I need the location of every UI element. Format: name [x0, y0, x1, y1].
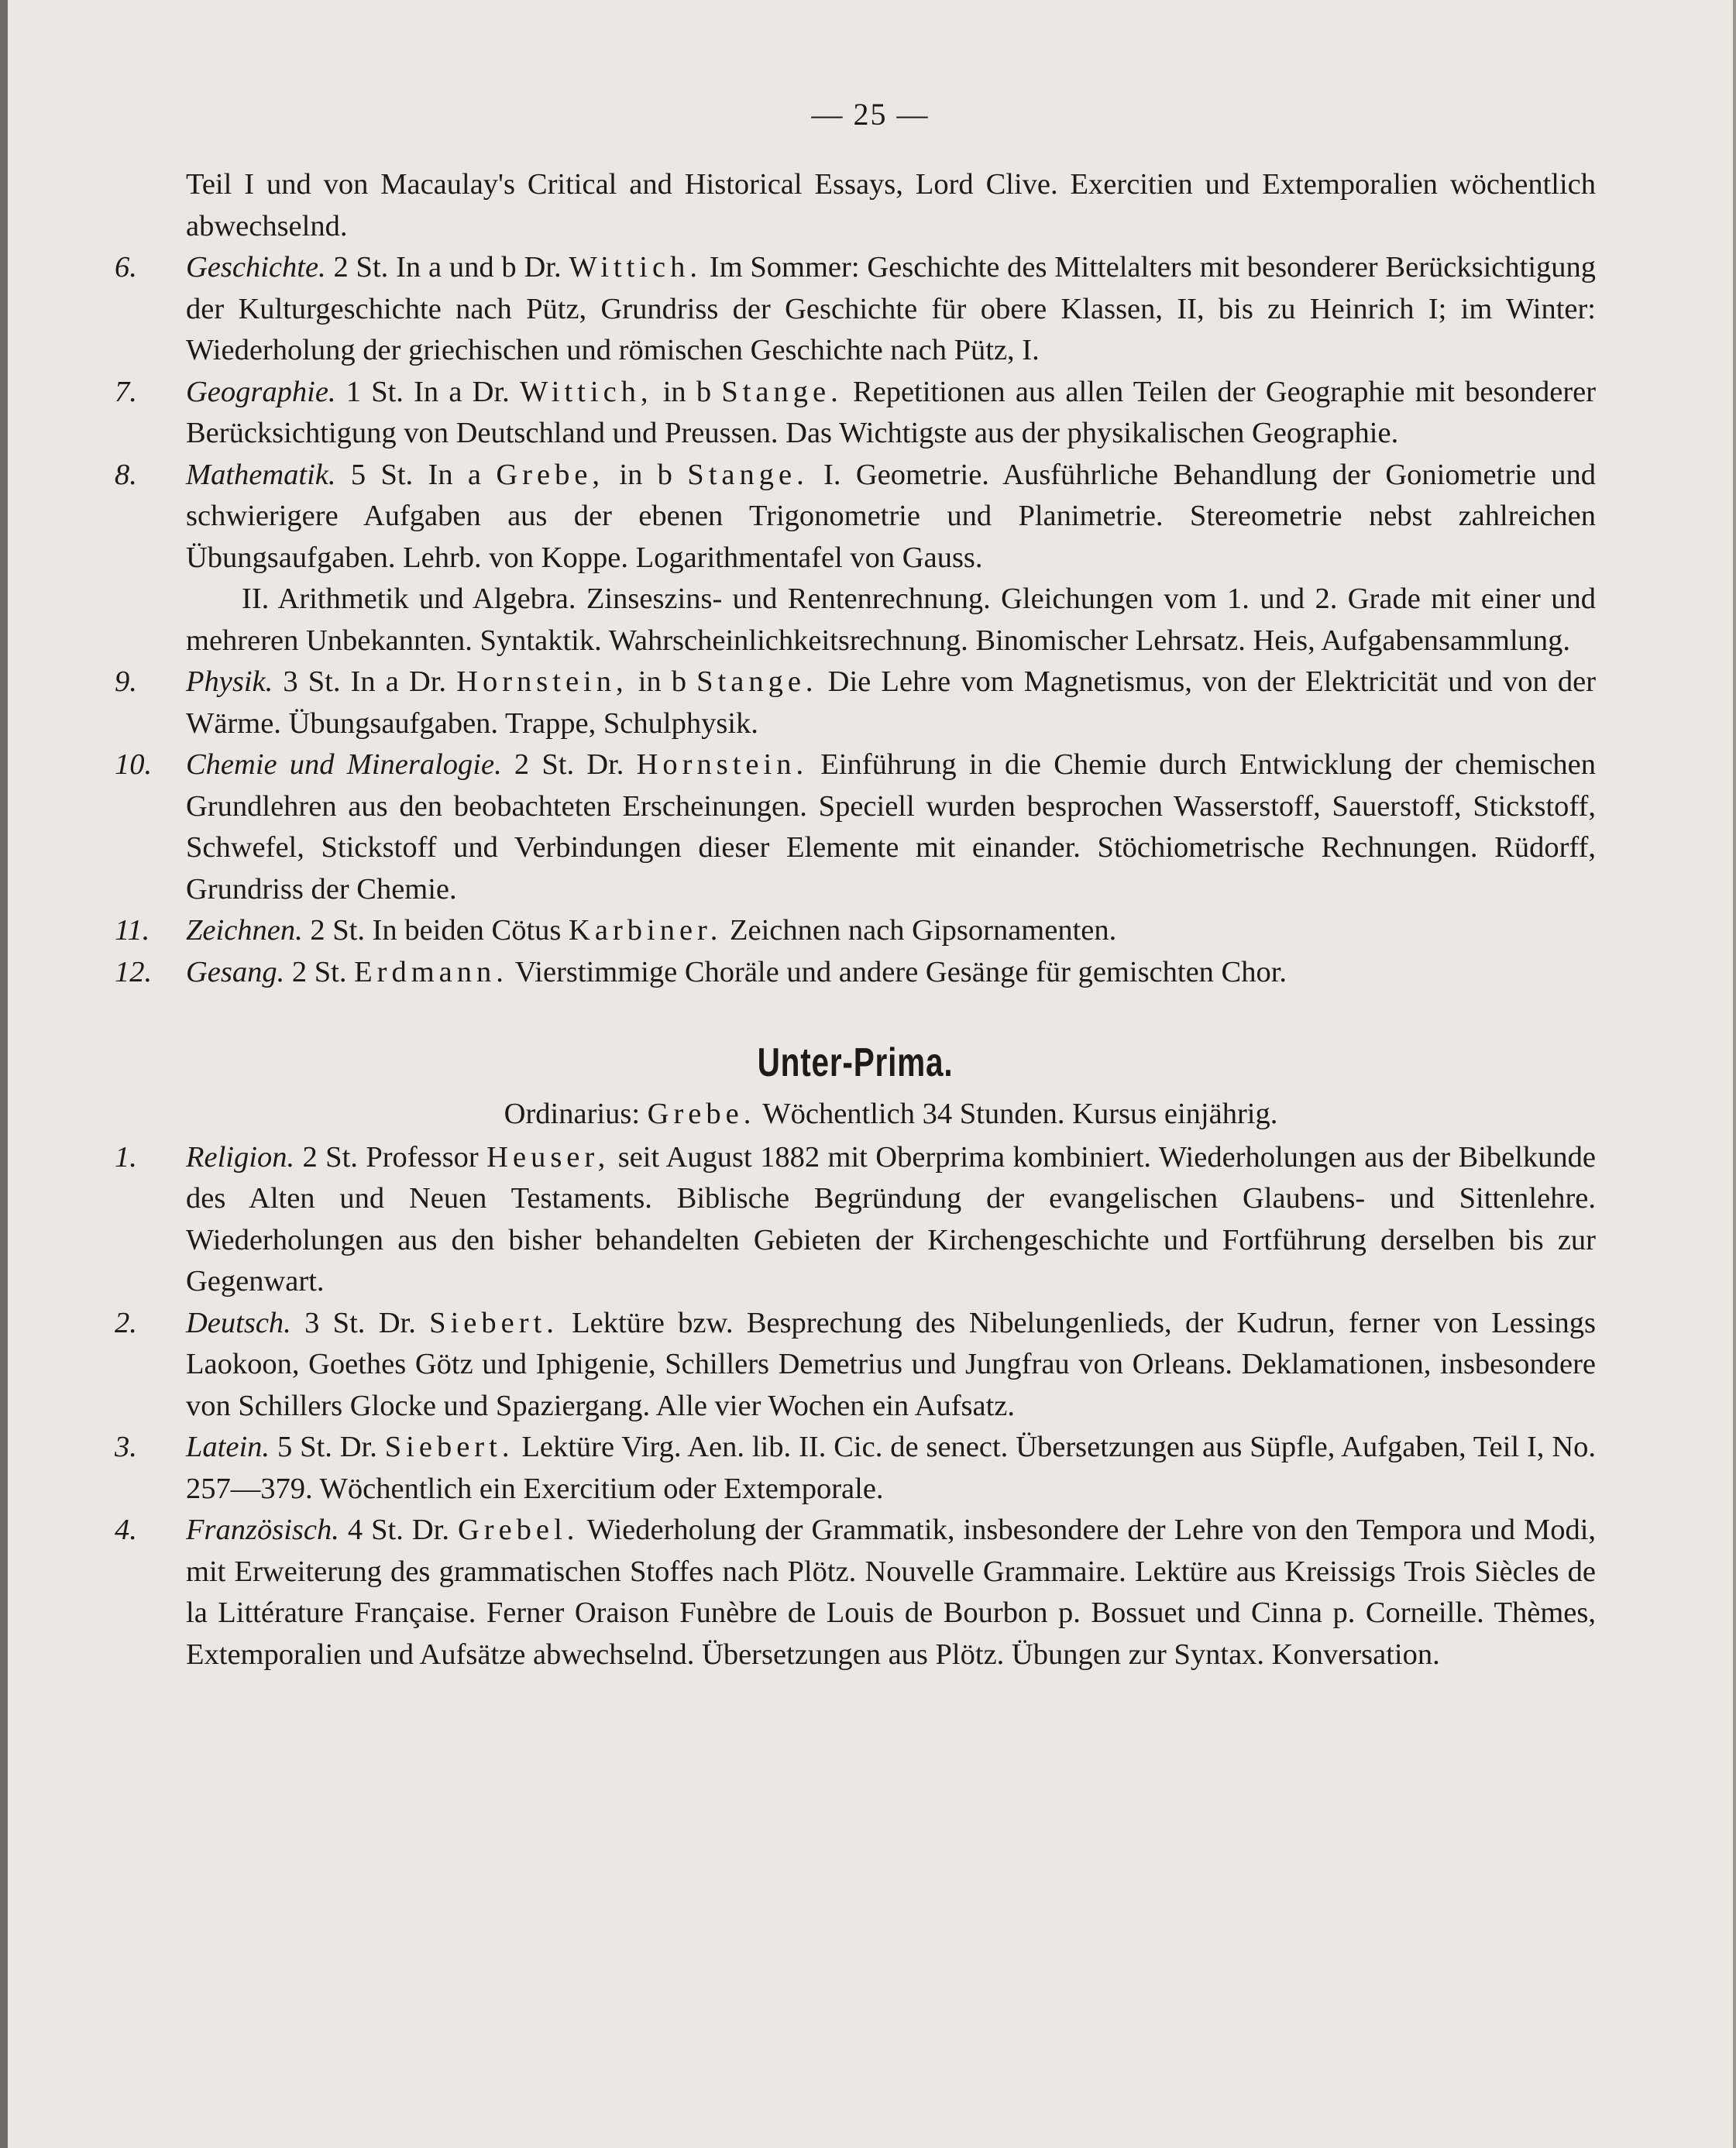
item-text: Lektüre Virg. Aen. lib. II. Cic. de senect. Übersetzungen aus Süpfle, Aufgaben, Teil I, No. 257—379. Wöchentlich ein Exercitium oder Extemporale. — [186, 1431, 1597, 1505]
item-hours: 2 St. In beiden Cötus — [310, 914, 562, 947]
item-hours: 3 St. In a Dr. — [283, 665, 447, 698]
teacher-name: Siebert. — [384, 1431, 514, 1463]
teacher-name: Hornstein. — [636, 748, 809, 781]
item-text: Die Lehre vom Magnetismus, von der Elektricität und von der Wärme. Übungsaufgaben. Trappe, Schulphysik. — [186, 665, 1597, 740]
item-subject: Gesang. — [186, 955, 285, 988]
teacher-name: Wittich. — [569, 251, 702, 284]
teacher-name: Stange. — [721, 375, 843, 408]
list-item — [115, 1137, 1596, 1303]
item-text: Zeichnen nach Gipsornamenten. — [730, 914, 1117, 947]
list-item — [115, 372, 1596, 455]
item-subject: Geographie. — [186, 375, 336, 408]
item-text: Wiederholung der Grammatik, insbesondere der Lehre von den Tempora und Modi, mit Erweiterung des grammatischen Stoffes nach Plötz. Nouvelle Grammaire. Lektüre aus Kreissigs Trois Siècles de la Littérature Française. Ferner Oraison Funèbre de Louis de Bourbon p. Bossuet und Cinna p. Corneille. Thèmes, Extemporalien und Aufsätze abwechselnd. Übersetzungen aus Plötz. Übungen zur Syntax. Konversation. — [186, 1514, 1597, 1671]
list-item — [115, 1303, 1596, 1428]
item-number: 9. — [115, 665, 137, 698]
page-body — [115, 164, 1596, 1675]
item-text: Lektüre bzw. Besprechung des Nibelungenlieds, der Kudrun, ferner von Lessings Laokoon, Goethes Götz und Iphigenie, Schillers Demetrius und Jungfrau von Orleans. Deklamationen, insbesondere von Schillers Glocke und Spaziergang. Alle vier Wochen ein Aufsatz. — [186, 1306, 1597, 1422]
item-text: Einführung in die Chemie durch Entwicklung der chemischen Grundlehren aus den beobachteten Erscheinungen. Speciell wurden besprochen Wasserstoff, Sauerstoff, Stickstoff, Schwefel, Stickstoff und Verbindungen dieser Elemente mit einander. Stöchiometrische Rechnungen. Rüdorff, Grundriss der Chemie. — [186, 748, 1597, 906]
item-subject: Religion. — [186, 1140, 295, 1174]
item-connector: in b — [638, 665, 687, 698]
list-item — [115, 1510, 1596, 1675]
ordinarius-details: Wöchentlich 34 Stunden. Kursus einjährig. — [762, 1098, 1278, 1130]
item-hours: 2 St. — [291, 955, 347, 988]
item-hours: 2 St. Professor — [302, 1140, 479, 1174]
item-number: 11. — [115, 914, 150, 947]
item-number: 10. — [115, 748, 153, 781]
item-hours: 2 St. Dr. — [514, 748, 624, 781]
teacher-name: Stange. — [687, 458, 809, 491]
teacher-name: Wittich, — [519, 375, 653, 408]
item-hours: 5 St. Dr. — [277, 1431, 377, 1463]
item-number: 6. — [115, 251, 137, 284]
item-number: 4. — [115, 1514, 137, 1546]
teacher-name: Stange. — [696, 665, 818, 698]
item-number: 2. — [115, 1306, 137, 1339]
item-subject: Deutsch. — [186, 1306, 291, 1339]
item-connector: in b — [662, 375, 712, 408]
item-subject: Zeichnen. — [186, 914, 303, 947]
item-text-continued: II. Arithmetik und Algebra. Zinseszins- und Rentenrechnung. Gleichungen vom 1. und 2. Grade mit einer und mehreren Unbekannten. Syntaktik. Wahrscheinlichkeitsrechnung. Binomischer Lehrsatz. Heis, Aufgabensammlung. — [186, 583, 1596, 657]
item-subject: Latein. — [186, 1431, 270, 1463]
item-hours: 1 St. In a Dr. — [345, 375, 510, 408]
teacher-name: Erdmann. — [354, 955, 508, 988]
item-number: 1. — [115, 1140, 137, 1174]
list-item — [115, 744, 1596, 910]
item-hours: 2 St. In a und b Dr. — [333, 251, 562, 284]
item-subject: Chemie und Mineralogie. — [186, 748, 502, 781]
item-hours: 3 St. Dr. — [304, 1306, 416, 1339]
item-text: Repetitionen aus allen Teilen der Geographie mit besonderer Berücksichtigung von Deutschland und Preussen. Das Wichtigste aus der physikalischen Geographie. — [186, 375, 1597, 449]
list-item — [115, 247, 1596, 372]
teacher-name: Grebe, — [496, 458, 605, 491]
item-subject: Mathematik. — [186, 458, 336, 491]
teacher-name: Hornstein, — [456, 665, 628, 698]
item-number: 7. — [115, 375, 137, 408]
oberprima-list — [115, 247, 1596, 993]
unterprima-list — [115, 1137, 1596, 1676]
item-number: 8. — [115, 458, 137, 491]
teacher-name: Karbiner. — [569, 914, 723, 947]
item-text: I. Geometrie. Ausführliche Behandlung der Goniometrie und schwierigere Aufgaben aus der ebenen Trigonometrie und Planimetrie. Stereometrie nebst zahlreichen Übungsaufgaben. Lehrb. von Koppe. Logarithmentafel von Gauss. — [186, 458, 1597, 574]
list-item — [115, 910, 1596, 952]
list-item — [115, 662, 1596, 744]
list-item — [115, 455, 1596, 662]
item-text: seit August 1882 mit Oberprima kombiniert. Wiederholungen aus der Bibelkunde des Alten und Neuen Testaments. Biblische Begründung der evangelischen Glaubens- und Sittenlehre. Wiederholungen aus den bisher behandelten Gebieten der Kirchengeschichte und Fortführung derselben bis zur Gegenwart. — [186, 1140, 1597, 1297]
intro-paragraph: Teil I und von Macaulay's Critical and Historical Essays, Lord Clive. Exercitien und Extemporalien wöchentlich abwechselnd. — [186, 168, 1596, 242]
item-subject: Geschichte. — [186, 251, 326, 284]
ordinarius-name: Grebe. — [647, 1098, 756, 1130]
section-heading: Unter-Prima. — [757, 1040, 954, 1085]
item-subject: Physik. — [186, 665, 273, 698]
teacher-name: Siebert. — [429, 1306, 559, 1339]
list-item — [115, 952, 1596, 994]
item-number: 12. — [115, 955, 153, 988]
item-subject: Französisch. — [186, 1514, 339, 1546]
ordinarius-line — [115, 1094, 1596, 1136]
list-item — [115, 1427, 1596, 1510]
teacher-name: Grebel. — [457, 1514, 579, 1546]
item-hours: 5 St. In a — [350, 458, 482, 491]
item-text: Im Sommer: Geschichte des Mittelalters mit besonderer Berücksichtigung der Kulturgeschichte nach Pütz, Grundriss der Geschichte für obere Klassen, II, bis zu Heinrich I; im Winter: Wiederholung der griechischen und römischen Geschichte nach Pütz, I. — [186, 251, 1597, 366]
item-number: 3. — [115, 1431, 137, 1463]
teacher-name: Heuser, — [486, 1140, 610, 1174]
item-connector: in b — [619, 458, 672, 491]
item-hours: 4 St. Dr. — [347, 1514, 449, 1546]
page-number: — 25 — — [811, 97, 930, 132]
ordinarius-label: Ordinarius: — [504, 1098, 641, 1130]
item-text: Vierstimmige Choräle und andere Gesänge für gemischten Chor. — [514, 955, 1287, 988]
